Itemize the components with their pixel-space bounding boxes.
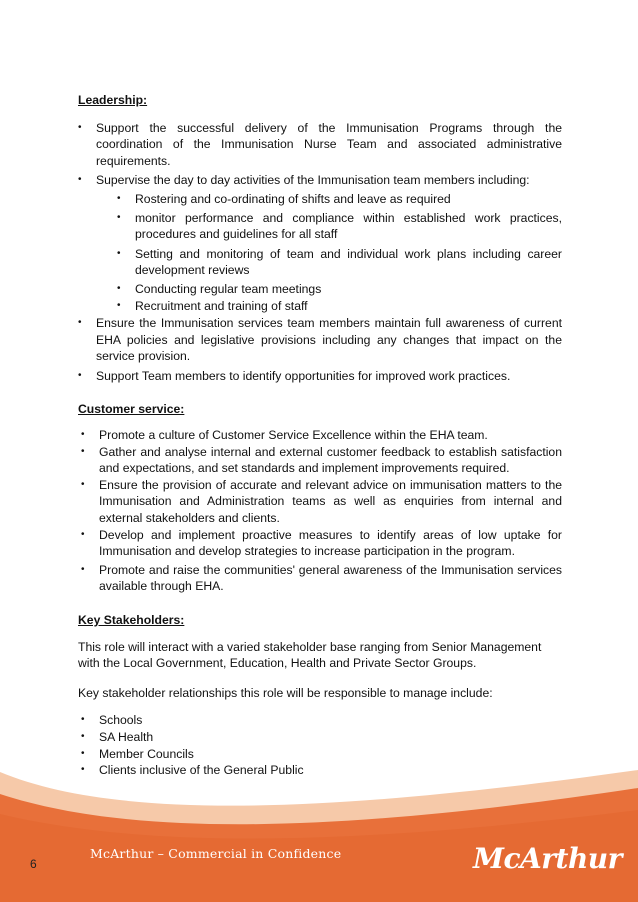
bullet-icon: •	[81, 764, 85, 776]
page-content	[78, 92, 562, 779]
customer-service-heading: Customer service:	[78, 401, 185, 416]
list-item: • Promote a culture of Customer Service Excellence within the EHA team.	[81, 428, 488, 443]
bullet-icon: •	[117, 247, 121, 259]
sublist-item: • Rostering and co-ordinating of shifts and leave as required	[117, 191, 451, 206]
bullet-icon: •	[117, 211, 121, 223]
list-item: • Ensure the provision of accurate and relevant advice on immunisation matters to the Immunisation and Administration teams as well as enquiries from internal and external stakeholders and clients.	[81, 477, 562, 526]
mcarthur-logo: McArthur	[473, 842, 622, 875]
bullet-icon: •	[78, 369, 82, 381]
list-item: • Member Councils	[81, 746, 194, 761]
bullet-icon: •	[117, 192, 121, 204]
bullet-icon: •	[81, 747, 85, 759]
bullet-icon: •	[78, 317, 82, 329]
sublist-item: • Setting and monitoring of team and individual work plans including career development reviews	[117, 246, 562, 278]
list-item: • Support the successful delivery of the Immunisation Programs through the coordination of the Immunisation Nurse Team and associated administrative requirements.	[78, 120, 562, 168]
stakeholders-intro: Key stakeholder relationships this role will be responsible to manage include:	[78, 685, 493, 700]
bullet-icon: •	[117, 282, 121, 294]
leadership-sublist	[78, 191, 562, 314]
leadership-list	[78, 120, 562, 189]
list-item: • Clients inclusive of the General Public	[81, 763, 304, 778]
bullet-icon: •	[81, 528, 85, 540]
bullet-icon: •	[78, 121, 82, 133]
bullet-icon: •	[81, 478, 85, 490]
list-item: • SA Health	[81, 730, 154, 744]
key-stakeholders-heading: Key Stakeholders:	[78, 613, 185, 628]
list-item: • Support Team members to identify opportunities for improved work practices.	[78, 368, 511, 383]
bullet-icon: •	[81, 714, 85, 726]
customer-service-list	[78, 427, 562, 595]
stakeholders-paragraph: This role will interact with a varied stakeholder base ranging from Senior Management with the Local Government, Education, Health and Private Sector Groups.	[78, 639, 542, 671]
footer-band	[0, 752, 638, 902]
bullet-icon: •	[81, 445, 85, 457]
sublist-item: • Conducting regular team meetings	[117, 281, 322, 296]
bullet-icon: •	[81, 563, 85, 575]
page-number: 6	[30, 857, 37, 871]
leadership-heading: Leadership:	[78, 93, 148, 107]
sublist-item: • Recruitment and training of staff	[117, 298, 308, 313]
bullet-icon: •	[78, 174, 82, 186]
bullet-icon: •	[81, 429, 85, 441]
leadership-list-continued	[78, 315, 562, 384]
list-item: • Gather and analyse internal and external customer feedback to establish satisfaction and expectations, and set standards and implement improvements required.	[81, 444, 562, 476]
list-item: • Supervise the day to day activities of the Immunisation team members including:	[78, 173, 530, 188]
list-item: • Ensure the Immunisation services team members maintain full awareness of current EHA policies and legislative provisions including any changes that impact on the service provision.	[78, 316, 562, 364]
bullet-icon: •	[81, 731, 85, 742]
sublist-item: • monitor performance and compliance within established work practices, procedures and guidelines for all staff	[117, 210, 562, 242]
bullet-icon: •	[117, 299, 121, 311]
list-item: • Promote and raise the communities' general awareness of the Immunisation services available through EHA.	[81, 562, 562, 594]
list-item: • Schools	[81, 713, 143, 728]
list-item: • Develop and implement proactive measures to identify areas of low uptake for Immunisation and develop strategies to increase participation in the program.	[81, 527, 562, 559]
confidentiality-notice: McArthur – Commercial in Confidence	[90, 846, 342, 861]
